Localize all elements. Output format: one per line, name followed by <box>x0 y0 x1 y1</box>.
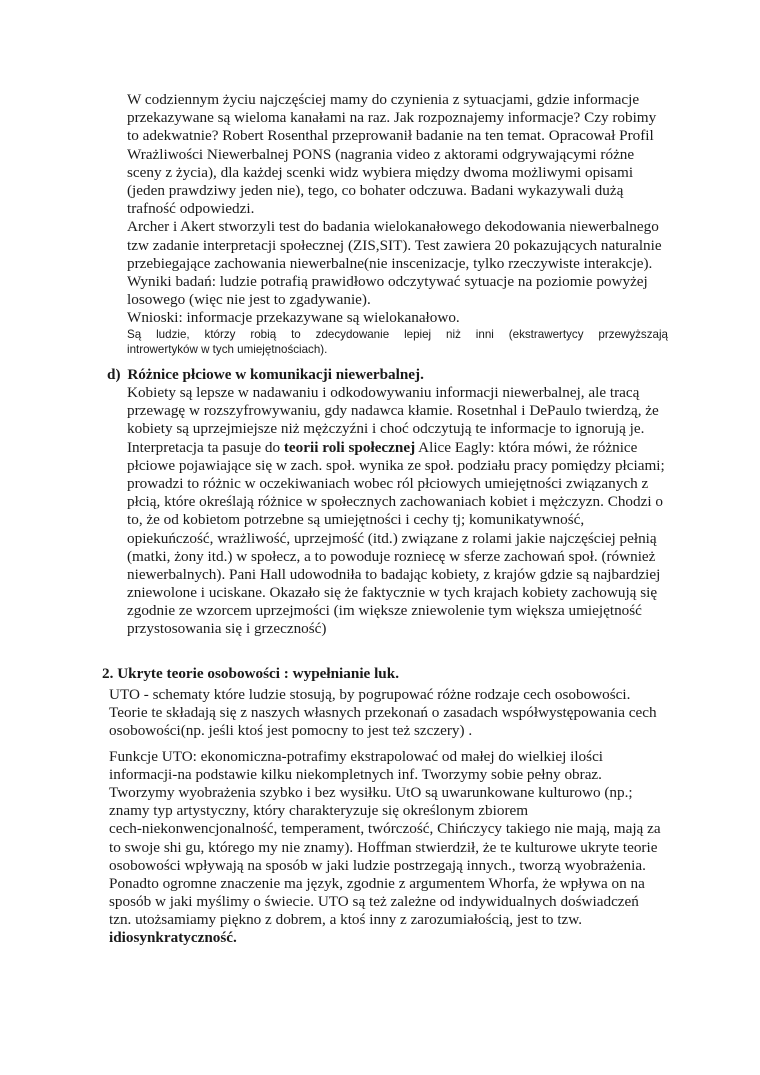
text-line: losowego (więc nie jest to zgadywanie). <box>127 291 371 309</box>
intro-paragraph <box>127 91 668 357</box>
text-line: osobowości(np. jeśli ktoś jest pomocny to jest też szczery) . <box>109 722 473 740</box>
section-d <box>107 366 665 639</box>
text-line: tzn. utożsamiamy piękno z dobrem, a ktoś inny z zarozumiałością, jest to tzw. <box>109 911 583 929</box>
text-line: sceny z życia), dla każdej scenki widz wybiera między dwoma możliwymi opisami <box>127 163 634 181</box>
text-line: osobowości wpływają na sposób w jaki ludzie postrzegają innych., tworzą wyobrażenia. <box>109 856 646 874</box>
text-line: Teorie te składają się z naszych własnych przekonań o zasadach współwystępowania cech <box>109 704 657 722</box>
text-line: trafność odpowiedzi. <box>127 200 255 218</box>
section-d-heading <box>107 366 665 384</box>
text-line: to, że od kobietom potrzebne są umiejętności i cechy tj; komunikatywność, <box>127 511 585 529</box>
uto-paragraph <box>109 686 661 741</box>
text-line: Tworzymy wyobrażenia szybko i bez wysiłku. UtO są uwarunkowane kulturowo (np.; <box>109 783 633 801</box>
text-line: płciowe pojawiające się w zach. społ. wynika ze społ. podziału pracy pomiędzy płciami; <box>127 456 665 474</box>
text-line: zgodnie ze wzorcem uprzejmości (im większe zniewolenie tym większa umiejętność <box>127 602 642 620</box>
text: Alice Eagly: która mówi, że różnice <box>415 438 638 456</box>
uto-functions-paragraph <box>109 748 661 948</box>
text-line: (jeden prawdziwy jeden nie), tego, co bohater odczuwa. Badani wykazywali dużą <box>127 181 624 199</box>
text-line: płcią, które określają różnice w społecznych zachowaniach kobiet i mężczyzn. Chodzi o <box>127 493 663 511</box>
text-line: to adekwatnie? Robert Rosenthal przeprowanił badanie na ten temat. Opracował Profil <box>127 127 654 145</box>
text-line: UTO - schematy które ludzie stosują, by pogrupować różne rodzaje cech osobowości. <box>109 686 631 703</box>
text-line <box>127 439 665 457</box>
text: Interpretacja ta pasuje do <box>127 438 284 456</box>
text-line: prowadzi to różnic w oczekiwaniach wobec ról płciowych umiejętności związanych z <box>127 474 649 492</box>
bold-term: teorii roli społecznej <box>283 438 416 456</box>
section-d-body <box>127 384 665 639</box>
text-line: opiekuńczość, wrażliwość, uprzejmość (itd.) związane z rolami jakie najczęściej pełnią <box>127 529 657 547</box>
text-line: niewerbalnych). Pani Hall udowodniła to badając kobiety, z krajów gdzie są najbardziej <box>127 565 661 583</box>
text-line: Archer i Akert stworzyli test do badania wielokanałowego dekodowania niewerbalnego <box>127 218 659 236</box>
text-line: kobiety są uprzejmiejsze niż mężczyźni i choć odczytują te informacje to ignorują je. <box>127 420 645 438</box>
text-line: przewagę w rozszyfrowywaniu, gdy nadawca kłamie. Rosetnhal i DePaulo twierdzą, że <box>127 402 659 420</box>
text-line: (matki, żony itd.) w społecz, a to powoduje rozniecę w sferze zachowań społ. (również <box>127 547 656 565</box>
text-line: tzw zadanie interpretacji społecznej (ZIS,SIT). Test zawiera 20 pokazujących naturalnie <box>127 236 662 254</box>
text-line: zniewolone i uciskane. Okazało się że faktycznie w tych krajach kobiety zachowują się <box>127 584 658 602</box>
text-line: Kobiety są lepsze w nadawaniu i odkodowywaniu informacji niewerbalnej, ale tracą <box>127 384 640 401</box>
text-line: informacji-na podstawie kilku niekompletnych inf. Tworzymy sobie pełny obraz. <box>109 765 602 783</box>
text-line: przebiegające zachowania niewerbalne(nie inscenizacje, tylko rzeczywiste interakcje). <box>127 254 653 272</box>
text-line: Wyniki badań: ludzie potrafią prawidłowo odczytywać sytuacje na poziomie powyżej <box>127 272 648 290</box>
section-2 <box>102 665 661 948</box>
text-line: Wrażliwości Niewerbalnej PONS (nagrania video z aktorami odgrywającymi różne <box>127 145 635 163</box>
text-line: cech-niekonwencjonalność, temperament, twórczość, Chińczycy takiego nie mają, mają za <box>109 820 661 838</box>
text-line: Są ludzie, którzy robią to zdecydowanie lepiej niż inni (ekstrawertycy przewyższają <box>127 328 668 342</box>
heading-text: Różnice płciowe w komunikacji niewerbalnej. <box>127 366 424 383</box>
section-2-heading: 2. Ukryte teorie osobowości : wypełnianie luk. <box>102 665 399 682</box>
text-line: Ponadto ogromne znaczenie ma język, zgodnie z argumentem Whorfa, że wpływa on na <box>109 874 645 892</box>
text-line: Funkcje UTO: ekonomiczna-potrafimy ekstrapolować od małej do wielkiej ilości <box>109 747 604 765</box>
list-marker: d) <box>107 366 121 383</box>
text-line: sposób w jaki myślimy o świecie. UTO są też zależne od indywidualnych doświadczeń <box>109 893 639 911</box>
text-line: introwertyków w tych umiejętnościach). <box>127 343 328 357</box>
text-line: znamy typ artystyczny, który charakteryzuje się określonym zbiorem <box>109 802 529 820</box>
text-line: W codziennym życiu najczęściej mamy do czynienia z sytuacjami, gdzie informacje <box>127 91 640 108</box>
text-line: przystosowania się i grzeczność) <box>127 620 327 638</box>
text-line: przekazywane są wieloma kanałami na raz. Jak rozpoznajemy informacje? Czy robimy <box>127 109 657 127</box>
text-line: Wnioski: informacje przekazywane są wielokanałowo. <box>127 309 460 327</box>
bold-term: idiosynkratyczność. <box>109 929 237 947</box>
text-line: to swoje shi gu, którego my nie znamy). Hoffman stwierdził, że te kulturowe ukryte teorie <box>109 838 658 856</box>
